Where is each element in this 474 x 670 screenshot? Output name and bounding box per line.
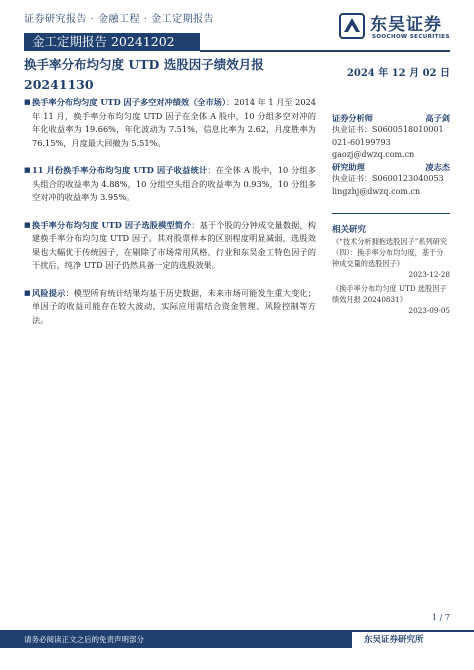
analyst-license: 执业证书：S0600518010001	[332, 125, 444, 135]
logo-text: 东吴证券	[370, 15, 442, 35]
related-item[interactable]	[332, 236, 450, 280]
summary-column	[24, 96, 316, 341]
report-title: 换手率分布均匀度 UTD 选股因子绩效月报 20241130	[24, 57, 264, 92]
assistant-role: 研究助理	[332, 162, 365, 173]
related-item-title: 《“技术分析拥抱选股因子”系列研究（四）：换手率分布均匀度，基于分钟成交量的选股因子》	[332, 237, 448, 268]
analyst-phone: 021-60199793	[332, 137, 391, 147]
company-logo	[338, 10, 468, 46]
related-title: 相关研究	[332, 225, 367, 235]
related-divider	[332, 213, 450, 214]
bullet-icon: ■	[24, 288, 31, 297]
footer	[0, 630, 474, 648]
block-heading: 换手率分布均匀度 UTD 因子多空对冲绩效（全市场）	[32, 97, 226, 107]
block-heading: 风险提示	[32, 287, 66, 298]
summary-block-performance	[24, 96, 316, 150]
report-type-banner: 金工定期报告 20241202	[24, 33, 200, 51]
analyst-email[interactable]: gaozj@dwzq.com.cn	[332, 149, 415, 159]
summary-block-model	[24, 219, 316, 273]
logo-mark-icon	[338, 12, 366, 40]
related-item-date: 2023-12-28	[408, 270, 450, 279]
summary-block-risk	[24, 287, 316, 328]
assistant-license: 执业证书：S0600123040053	[332, 174, 444, 184]
block-text: ：模型所有统计结果均基于历史数据，未来市场可能发生重大变化；单因子的收益可能存在较大波动，实际应用需结合资金管理、风险控制等方法。	[32, 287, 316, 325]
analyst-name: 高子剑	[425, 113, 450, 123]
related-list	[332, 236, 450, 319]
bullet-icon: ■	[24, 166, 31, 174]
related-item-title: 《换手率分布均匀度 UTD 选股因子绩效月报 20240831》	[332, 284, 447, 304]
block-text: ：基于个股的分钟成交量数据，构建换手率分布均匀度 UTD 因子。其对股票样本的区别程度明显减弱，选股效果也大幅优于传统因子，在剔除了市场常用风格、行业和东吴金工特色因子的干扰后，纯净 UTD 因子仍然具备一定的选股效果。	[32, 219, 316, 270]
page-number: 1 / 7	[432, 613, 450, 622]
block-text: ：在全体 A 股中，10 分组多头组合的收益率为 4.88%，10 分组空头组合的收益率为 0.93%，10 分组多空对冲的收益率为 3.95%。	[32, 165, 316, 202]
footer-company: 东吴证券研究所	[364, 635, 424, 645]
bullet-icon: ■	[24, 98, 31, 106]
related-item[interactable]	[332, 283, 450, 316]
assistant-heading	[332, 161, 450, 173]
breadcrumb: 证券研究报告 · 金融工程 · 金工定期报告	[24, 14, 215, 25]
banner-divider	[200, 50, 450, 52]
summary-block-monthly	[24, 164, 316, 205]
block-heading: 11 月份换手率分布均匀度 UTD 因子收益统计	[32, 165, 208, 175]
footer-disclaimer: 请务必阅读正文之后的免责声明部分	[24, 635, 144, 644]
block-text: ：2014 年 1 月至 2024 年 11 月，换手率分布均匀度 UTD 因子在全体 A 股中，10 分组多空对冲的年化收益率为 19.66%，年化波动为 7.51%，信息比率为 2.62，月度胜率为 76.15%，月度最大回撤为 5.51%。	[32, 97, 317, 148]
analyst-panel	[332, 112, 450, 198]
analyst-heading	[332, 112, 450, 124]
assistant-email[interactable]: lingzhj@dwzq.com.cn	[332, 186, 421, 196]
assistant-name: 凌志杰	[425, 162, 450, 173]
analyst-role: 证券分析师	[332, 113, 373, 123]
related-item-date: 2023-09-05	[408, 306, 450, 315]
bullet-icon: ■	[24, 220, 31, 229]
logo-subtext: SOOCHOW SECURITIES	[372, 34, 450, 40]
report-date: 2024 年 12 月 02 日	[346, 68, 450, 79]
block-heading: 换手率分布均匀度 UTD 因子选股模型简介	[32, 219, 192, 230]
